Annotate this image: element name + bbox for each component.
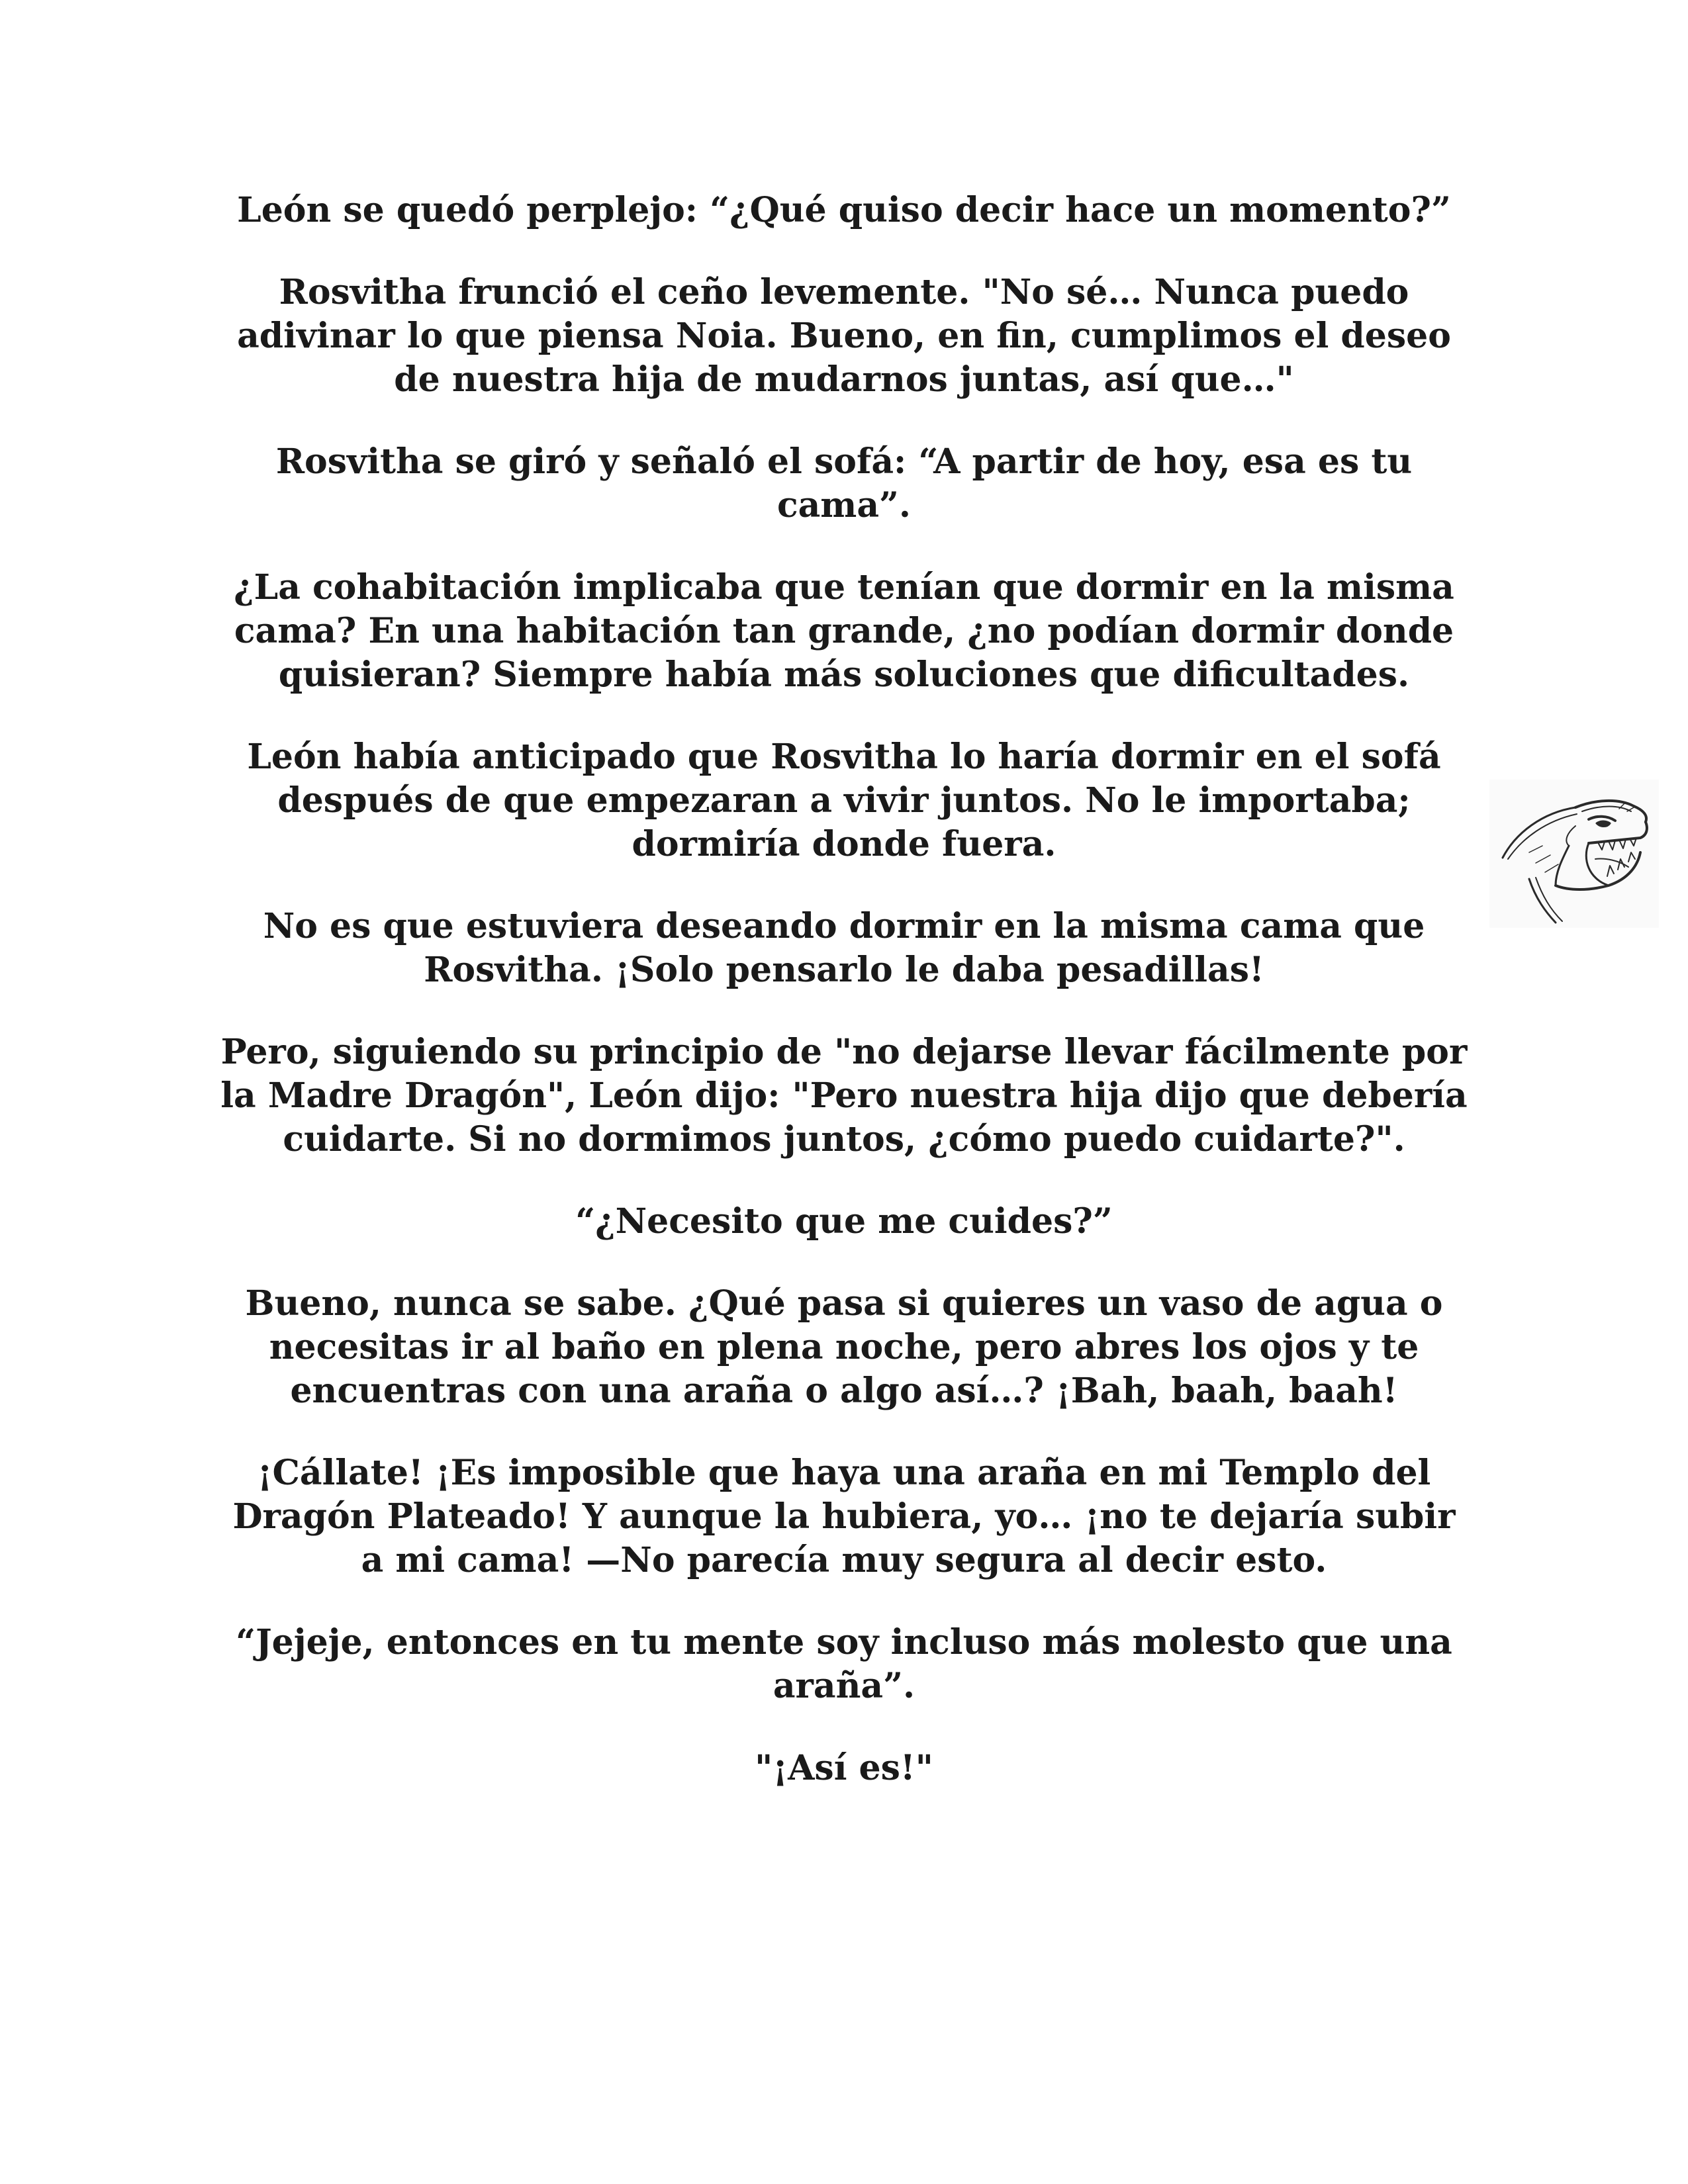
paragraph: León había anticipado que Rosvitha lo haría dormir en el sofá después de que empezaran a vivir juntos. No le importaba; dormiría donde fuera. [247, 737, 1441, 864]
paragraph: "¡Así es!" [755, 1748, 933, 1788]
paragraph: ¿La cohabitación implicaba que tenían que dormir en la misma cama? En una habitación tan grande, ¿no podían dormir donde quisieran? Siempre había más soluciones que dificultades. [234, 567, 1454, 695]
paragraph: Pero, siguiendo su principio de "no dejarse llevar fácilmente por la Madre Dragón", León dijo: "Pero nuestra hija dijo que debería cuidarte. Si no dormimos juntos, ¿cómo puedo cuidarte?". [220, 1032, 1468, 1160]
dragon-head-sketch-icon [1489, 780, 1659, 928]
paragraph: No es que estuviera deseando dormir en la misma cama que Rosvitha. ¡Solo pensarlo le daba pesadillas! [263, 906, 1425, 990]
paragraph: Rosvitha se giró y señaló el sofá: “A partir de hoy, esa es tu cama”. [275, 441, 1413, 525]
story-text [218, 189, 1470, 1829]
paragraph: “¿Necesito que me cuides?” [575, 1201, 1113, 1242]
paragraph: ¡Cállate! ¡Es imposible que haya una araña en mi Templo del Dragón Plateado! Y aunque la hubiera, yo… ¡no te dejaría subir a mi cama! —No parecía muy segura al decir esto. [232, 1453, 1456, 1580]
paragraph: “Jejeje, entonces en tu mente soy incluso más molesto que una araña”. [236, 1622, 1452, 1706]
paragraph: Bueno, nunca se sabe. ¿Qué pasa si quieres un vaso de agua o necesitas ir al baño en plena noche, pero abres los ojos y te encuentras con una araña o algo así…? ¡Bah, baah, baah! [245, 1283, 1443, 1411]
paragraph: Rosvitha frunció el ceño levemente. "No sé… Nunca puedo adivinar lo que piensa Noia. Bueno, en fin, cumplimos el deseo de nuestra hija de mudarnos juntas, así que…" [237, 272, 1451, 400]
paragraph: León se quedó perplejo: “¿Qué quiso decir hace un momento?” [237, 190, 1451, 230]
